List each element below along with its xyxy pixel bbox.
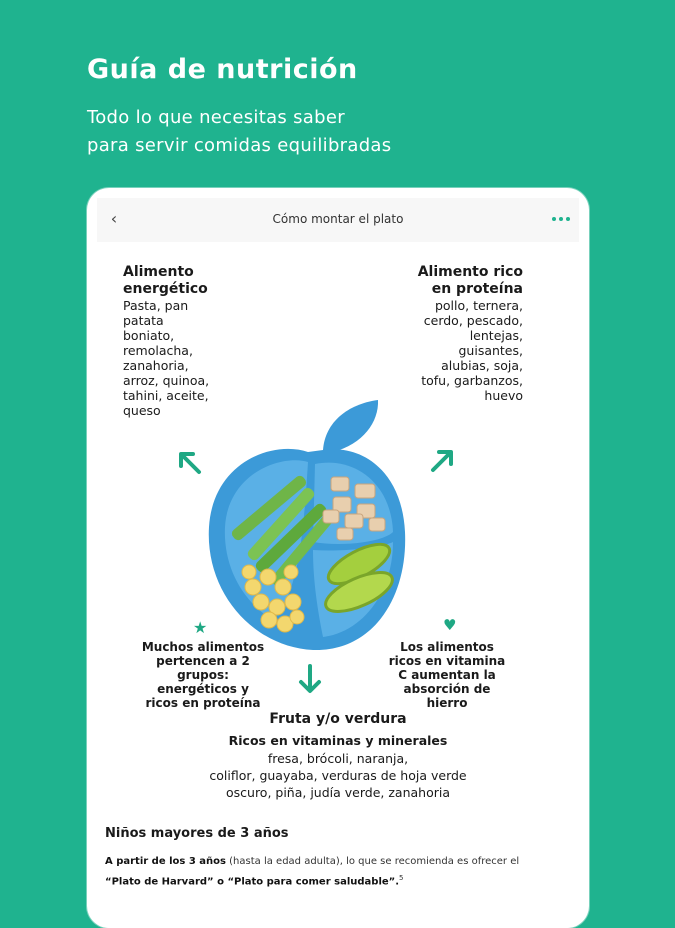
groups-note-line: pertencen a 2 (156, 654, 250, 668)
energy-title-line: energético (123, 281, 208, 297)
vitamin-c-note-line: absorción de (403, 682, 491, 696)
app-screen (97, 198, 579, 928)
promo-subtitle-line-2: para servir comidas equilibradas (87, 135, 392, 156)
protein-item: guisantes, (458, 343, 523, 358)
energy-item: arroz, quinoa, (123, 373, 210, 388)
vitamin-c-note-line: C aumentan la (398, 668, 496, 682)
protein-item: alubias, soja, (441, 358, 523, 373)
energy-item: patata (123, 313, 164, 328)
energy-item: remolacha, (123, 343, 193, 358)
footnote-marker[interactable]: 5 (399, 874, 404, 882)
protein-item: lentejas, (469, 328, 523, 343)
promo-subtitle-line-1: Todo lo que necesitas saber (87, 107, 345, 128)
energy-title-line: Alimento (123, 264, 194, 280)
fruit-veg-line: fresa, brócoli, naranja, (267, 751, 409, 766)
energy-item: queso (123, 403, 161, 418)
chevron-left-icon: ‹ (110, 209, 118, 228)
groups-note-line: grupos: (177, 668, 229, 682)
groups-note-line: ricos en proteína (145, 696, 261, 710)
fruit-veg-line: oscuro, piña, judía verde, zanahoria (225, 785, 450, 800)
more-dot (566, 217, 570, 221)
promo-subtitle (87, 104, 507, 160)
more-dot (559, 217, 563, 221)
arrow-down-icon (297, 662, 323, 696)
groups-note (115, 640, 291, 710)
energy-food-title (123, 264, 208, 298)
paragraph-bold-plate: “Plato de Harvard” o “Plato para comer saludable”. (105, 876, 400, 888)
energy-item: Pasta, pan (123, 298, 189, 313)
energy-item: tahini, aceite, (123, 388, 209, 403)
more-options-button[interactable] (549, 210, 573, 228)
screen-title: Cómo montar el plato (272, 212, 404, 226)
groups-note-line: energéticos y (157, 682, 249, 696)
protein-food-title (418, 264, 523, 298)
vitamin-c-note-line: hierro (426, 696, 468, 710)
fruit-veg-title: Fruta y/o verdura (269, 711, 407, 727)
protein-item: pollo, ternera, (434, 298, 523, 313)
device-frame (87, 188, 589, 928)
fruit-veg-subtitle: Ricos en vitaminas y minerales (228, 733, 448, 748)
article-content (97, 242, 579, 928)
protein-item: cerdo, pescado, (423, 313, 523, 328)
energy-item: zanahoria, (123, 358, 189, 373)
vitamin-c-note-line: ricos en vitamina (388, 654, 506, 668)
more-dots-icon (552, 217, 556, 221)
fruit-veg-list (137, 750, 539, 801)
vitamin-c-note-line: Los alimentos (400, 640, 494, 654)
top-app-bar (97, 198, 579, 242)
energy-item: boniato, (123, 328, 175, 343)
paragraph-text: (hasta la edad adulta), lo que se recomienda es ofrecer el (225, 856, 520, 867)
groups-note-line: Muchos alimentos (141, 640, 265, 654)
section-heading: Niños mayores de 3 años (105, 826, 289, 841)
vitamin-c-note (373, 640, 521, 710)
paragraph-bold-age: A partir de los 3 años (105, 856, 226, 867)
star-icon: ★ (193, 618, 208, 637)
protein-item: tofu, garbanzos, (421, 373, 523, 388)
plate-illustration (173, 392, 443, 662)
fruit-veg-line: coliflor, guayaba, verduras de hoja verde (209, 768, 467, 783)
protein-title-line: Alimento rico (417, 264, 523, 280)
protein-title-line: en proteína (431, 281, 523, 297)
section-paragraph (105, 854, 565, 890)
heart-icon: ♥ (443, 616, 457, 634)
protein-item: huevo (484, 388, 523, 403)
promo-title: Guía de nutrición (87, 54, 358, 85)
protein-food-list (421, 298, 523, 403)
